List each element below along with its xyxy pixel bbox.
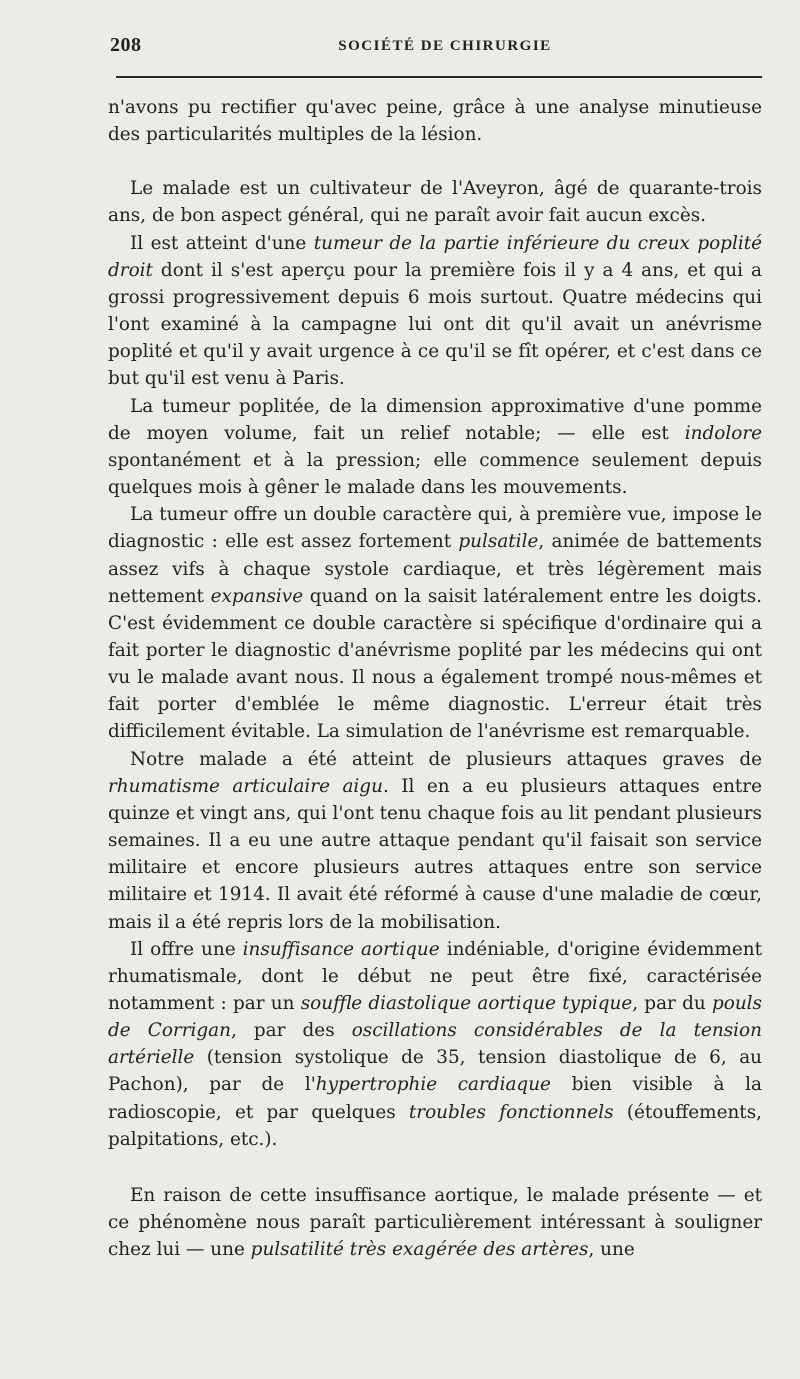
paragraph [108, 230, 762, 393]
text-run: quand on la saisit latéralement entre les doigts. C'est évidemment ce double caractère si spécifique d'ordinaire qui a fait porter le diagnostic d'anévrisme poplité par les médecins qui ont vu le malade avant nous. Il nous a également trompé nous-mêmes et fait porter d'emblée le même diagnostic. L'erreur était très difficilement évitable. La simulation de l'anévrisme est remarquable. [108, 585, 763, 743]
text-run: Le malade est un cultivateur de l'Aveyron, âgé de quarante-trois ans, de bon aspect général, qui ne paraît avoir fait aucun excès. [108, 178, 762, 227]
text-run: indéniable, d'origine évidemment rhumatismale, dont le début ne peut être fixé, caractérisée notamment : par un [108, 938, 762, 1014]
text-run: spontanément et à la pression; elle commence seulement depuis quelques mois à gêner le malade dans les mouvements. [108, 449, 762, 499]
text-run: dont il s'est aperçu pour la première fois il y a 4 ans, et qui a grossi progressivement depuis 6 mois surtout. Quatre médecins qui l'ont examiné à la campagne lui ont dit qu'il avait un anévrisme poplité et qu'il y avait urgence à ce qu'il se fît opérer, et c'est dans ce but qu'il est venu à Paris. [108, 259, 762, 390]
text-run: , par des [230, 1020, 352, 1042]
text-run: Il offre une [130, 938, 243, 960]
italic-text: insuffisance aortique [242, 938, 440, 960]
paragraph [108, 175, 762, 229]
italic-text: souffle diastolique aortique typique [300, 993, 633, 1014]
header-rule [116, 76, 762, 78]
text-run: , une [588, 1239, 635, 1261]
text-run: Notre malade a été atteint de plusieurs attaques graves de [130, 748, 762, 770]
italic-text: pouls de Corrigan [108, 993, 762, 1042]
text-run: La tumeur poplitée, de la dimension approximative d'une pomme de moyen volume, fait un relief notable; — elle est [108, 395, 762, 444]
paragraph [108, 1182, 762, 1263]
text-run: En raison de cette insuffisance aortique, le malade présente — et ce phénomène nous paraît particulièrement intéressant à souligner chez lui — une [108, 1184, 762, 1261]
page-header [110, 34, 760, 64]
paragraph [108, 746, 762, 936]
italic-text: rhumatisme articulaire aigu [108, 775, 383, 797]
body-text [108, 94, 762, 1263]
italic-text: tumeur de la partie inférieure du creux poplité droit [108, 232, 762, 281]
text-run: bien visible à la radioscopie, et par quelques [108, 1074, 762, 1123]
italic-text: oscillations considérables de la tension artérielle [108, 1020, 762, 1069]
italic-text: pulsatile [458, 531, 539, 553]
text-run: , animée de battements assez vifs à chaque systole cardiaque, et très légèrement mais nettement [108, 531, 762, 607]
italic-text: troubles fonctionnels [408, 1101, 614, 1123]
paragraph [108, 501, 762, 745]
page-number: 208 [110, 34, 142, 56]
text-run: (tension systolique de 35, tension diastolique de 6, au Pachon), par de l' [108, 1047, 762, 1096]
running-head: SOCIÉTÉ DE CHIRURGIE [338, 38, 552, 54]
italic-text: hypertrophie cardiaque [315, 1074, 551, 1096]
text-run: , par du [632, 993, 712, 1014]
paragraph [108, 936, 762, 1153]
italic-text: expansive [210, 585, 304, 607]
text-run: n'avons pu rectifier qu'avec peine, grâce à une analyse minutieuse des particularités multiples de la lésion. [108, 97, 762, 146]
italic-text: pulsatilité très exagérée des artères [250, 1239, 589, 1261]
text-run: Il est atteint d'une [130, 232, 314, 254]
text-run: . Il en a eu plusieurs attaques entre quinze et vingt ans, qui l'ont tenu chaque fois au lit pendant plusieurs semaines. Il a eu une autre attaque pendant qu'il faisait son service militaire et encore plusieurs autres attaques entre son service militaire et 1914. Il avait été réformé à cause d'une maladie de cœur, mais il a été repris lors de la mobilisation. [108, 775, 762, 933]
paragraph [108, 94, 762, 148]
text-run: La tumeur offre un double caractère qui, à première vue, impose le diagnostic : elle est assez fortement [108, 504, 762, 553]
italic-text: indolore [684, 422, 762, 444]
text-run: (étouffements, palpitations, etc.). [108, 1101, 762, 1150]
paragraph [108, 393, 762, 502]
